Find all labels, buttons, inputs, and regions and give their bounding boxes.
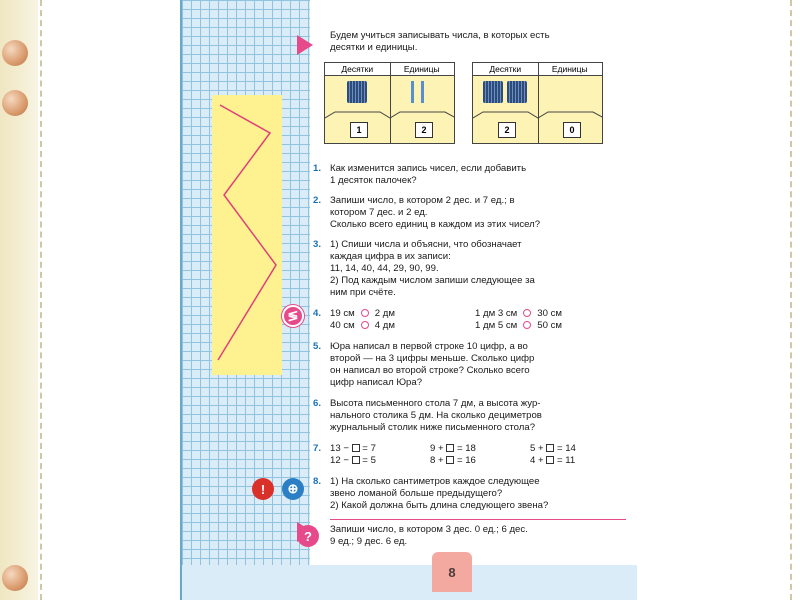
bead-decoration (2, 90, 28, 116)
column-divider (390, 63, 391, 143)
compare-right: 30 см (537, 308, 562, 319)
compare-left: 19 см (330, 308, 355, 319)
exercise-number: 5. (313, 341, 322, 352)
compare-circle[interactable] (523, 321, 531, 329)
equation-right: = 5 (362, 455, 376, 466)
equation-right: = 16 (456, 455, 476, 466)
exercise-8-text: звено ломаной больше предыдущего? (330, 488, 503, 499)
units-header: Единицы (551, 64, 588, 74)
exercise-3-text: ним при счёте. (330, 287, 396, 298)
place-value-table-1 (324, 62, 455, 144)
exercise-1-text: Как изменится запись чисел, если добавить (330, 163, 527, 174)
bead-decoration (2, 40, 28, 66)
equation-left: 5 + (530, 443, 544, 454)
compare-icon: ≶ (282, 305, 304, 327)
polyline-card (212, 95, 282, 375)
tens-header: Десятки (341, 64, 374, 74)
tens-bundle-icon (347, 81, 367, 103)
exercise-number: 1. (313, 163, 322, 174)
exercise-6-text: Высота письменного стола 7 дм, а высота жур- (330, 398, 541, 409)
intro-line: Будем учиться записывать числа, в которых есть (330, 30, 550, 41)
compare-circle[interactable] (361, 309, 369, 317)
tens-digit-box: 2 (498, 122, 516, 138)
question-icon: ? (297, 525, 319, 547)
tens-header: Десятки (489, 64, 522, 74)
pocket-fold (473, 108, 602, 122)
equation-right: = 14 (556, 443, 576, 454)
polyline-drawing (212, 95, 282, 375)
exercise-8-text: 1) На сколько сантиметров каждое следующее (330, 476, 540, 487)
compare-left: 40 см (330, 320, 355, 331)
blank-box[interactable] (546, 456, 554, 464)
globe-icon: ⊕ (282, 478, 304, 500)
intro-marker-icon (297, 35, 313, 55)
blank-box[interactable] (546, 444, 554, 452)
blank-box[interactable] (352, 456, 360, 464)
exercise-5-text: цифр написал Юра? (330, 377, 423, 388)
equation-left: 4 + (530, 455, 544, 466)
equation-right: = 7 (362, 443, 376, 454)
exclamation-icon: ! (252, 478, 274, 500)
exercise-3-text: 11, 14, 40, 44, 29, 90, 99. (330, 263, 439, 274)
equation-left: 12 − (330, 455, 349, 466)
equation-left: 13 − (330, 443, 349, 454)
exercise-5-text: он написал во второй строке? Сколько всего (330, 365, 530, 376)
units-digit-box: 2 (415, 122, 433, 138)
exercise-6-text: нального столика 5 дм. На сколько дециметров (330, 410, 542, 421)
exercise-number: 8. (313, 476, 322, 487)
exercise-number: 3. (313, 239, 322, 250)
exercise-3-text: каждая цифра в их записи: (330, 251, 451, 262)
page-number: 8 (432, 552, 472, 592)
exercise-number: 4. (313, 308, 322, 319)
blank-box[interactable] (446, 444, 454, 452)
intro-line: десятки и единицы. (330, 42, 418, 53)
equation-left: 8 + (430, 455, 444, 466)
exercise-2-text: Запиши число, в котором 2 дес. и 7 ед.; в (330, 195, 515, 206)
units-digit-box: 0 (563, 122, 581, 138)
compare-right: 2 дм (374, 308, 395, 319)
tens-digit-box: 1 (350, 122, 368, 138)
equation-left: 9 + (430, 443, 444, 454)
bottom-grid-strip (182, 565, 637, 600)
exercise-number: 2. (313, 195, 322, 206)
compare-circle[interactable] (523, 309, 531, 317)
place-value-table-2 (472, 62, 603, 144)
compare-circle[interactable] (361, 321, 369, 329)
tens-bundle-icon (483, 81, 503, 103)
column-divider (538, 63, 539, 143)
exercise-3-text: 1) Спиши числа и объясни, что обозначает (330, 239, 522, 250)
bead-decoration (2, 565, 28, 591)
exercise-number: 7. (313, 443, 322, 454)
units-header: Единицы (403, 64, 440, 74)
textbook-page (180, 0, 635, 600)
compare-right: 4 дм (374, 320, 395, 331)
exercise-5-text: второй — на 3 цифры меньше. Сколько цифр (330, 353, 535, 364)
bonus-question-text: 9 ед.; 9 дес. 6 ед. (330, 536, 408, 547)
separator-line (330, 519, 626, 520)
unit-stick-icon (411, 81, 414, 103)
exercise-number: 6. (313, 398, 322, 409)
exercise-2-text: котором 7 дес. и 2 ед. (330, 207, 428, 218)
compare-left: 1 дм 3 см (475, 308, 518, 319)
exercise-5-text: Юра написал в первой строке 10 цифр, а во (330, 341, 528, 352)
equation-right: = 11 (556, 455, 576, 466)
exercise-8-text: 2) Какой должна быть длина следующего звена? (330, 500, 549, 511)
tens-bundle-icon (507, 81, 527, 103)
equation-right: = 18 (456, 443, 476, 454)
blank-box[interactable] (446, 456, 454, 464)
compare-right: 50 см (537, 320, 562, 331)
unit-stick-icon (421, 81, 424, 103)
decorative-left-strip (0, 0, 38, 600)
exercise-2-text: Сколько всего единиц в каждом из этих чисел? (330, 219, 541, 230)
pocket-fold (325, 108, 454, 122)
exercise-3-text: 2) Под каждым числом запиши следующее за (330, 275, 535, 286)
compare-left: 1 дм 5 см (475, 320, 518, 331)
bonus-question-text: Запиши число, в котором 3 дес. 0 ед.; 6 дес. (330, 524, 528, 535)
exercise-6-text: журнальный столик ниже письменного стола? (330, 422, 536, 433)
exercise-1-text: 1 десяток палочек? (330, 175, 417, 186)
blank-box[interactable] (352, 444, 360, 452)
